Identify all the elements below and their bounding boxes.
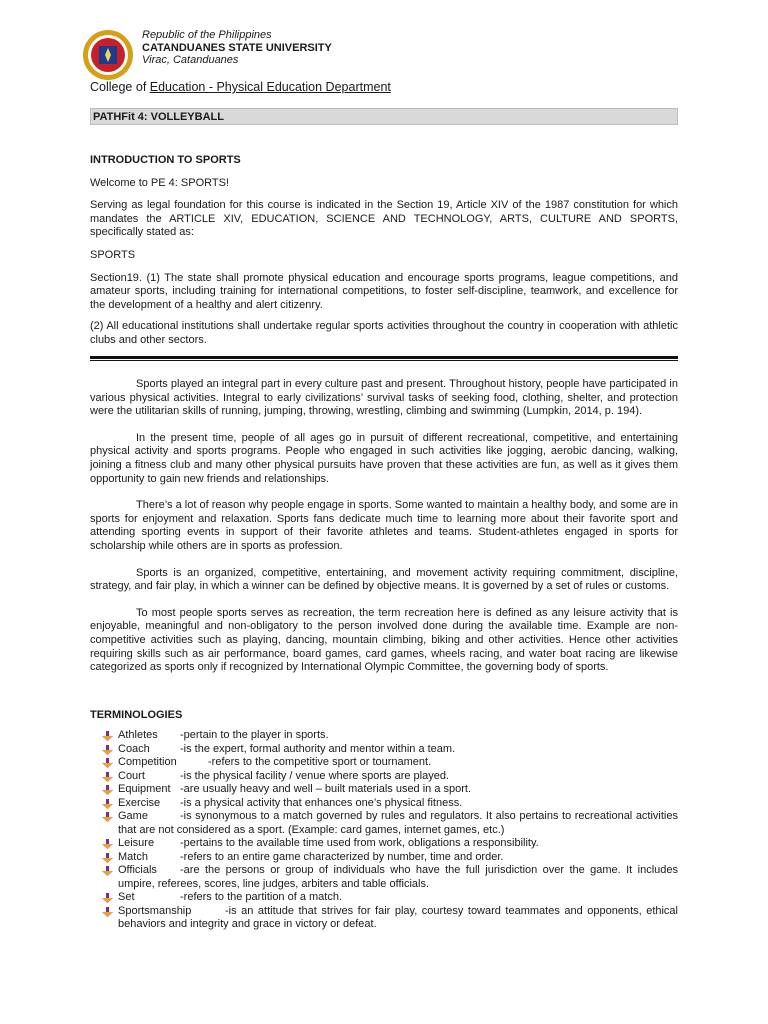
institution-header — [142, 29, 332, 67]
university-name: CATANDUANES STATE UNIVERSITY — [142, 41, 332, 54]
terminology-item — [102, 797, 678, 811]
paragraph: To most people sports serves as recreation, the term recreation here is defined as any leisure activity that is enjoyable, meaningful and non-obligatory to the person involved done during the available time. Example are non-competitive activities such as playing, dancing, mountain climbing, biking and other activities. Hence other activities requiring skills such as air performance, board games, card games, wheels racing, and water boat racing are likewise categorized as sports only if recognized by International Olympic Committee, the governing body of sports. — [90, 606, 678, 674]
term-definition: -pertain to the player in sports. — [180, 729, 329, 741]
section-two: (2) All educational institutions shall undertake regular sports activities throughout the country in cooperation with athletic clubs and other sectors. — [90, 320, 678, 346]
main-paragraphs — [90, 378, 678, 675]
divider-thin — [90, 360, 678, 361]
terminology-item — [102, 810, 678, 837]
term-name: Match — [118, 850, 148, 863]
college-line — [90, 80, 391, 94]
course-bar — [90, 108, 678, 125]
sports-label: SPORTS — [90, 248, 136, 261]
term-name: Exercise — [118, 796, 161, 809]
term-name: Court — [118, 769, 145, 782]
paragraph: Sports is an organized, competitive, entertaining, and movement activity requiring commitment, discipline, strategy, and fair play, in which a winner can be defined by objective means. It is governed by a set of rules or customs. — [90, 566, 678, 593]
term-definition: -refers to an entire game characterized by number, time and order. — [180, 850, 504, 863]
terminology-item — [102, 864, 678, 891]
terminology-item — [102, 756, 678, 770]
term-name: Game — [118, 810, 148, 822]
term-definition: -refers to the partition of a match. — [180, 891, 343, 903]
arrow-bullet-icon — [102, 785, 113, 795]
intro-section — [90, 154, 678, 348]
term-name: Sportsmanship — [118, 904, 192, 917]
term-name: Competition — [118, 756, 177, 768]
arrow-bullet-icon — [102, 812, 113, 822]
term-definition: -is the expert, formal authority and mentor within a team. — [180, 742, 456, 755]
arrow-bullet-icon — [102, 866, 113, 876]
term-definition: -is an attitude that strives for fair play, courtesy toward teammates and opponents, ethical behaviors and integrity and grace in victory or defeat. — [118, 904, 678, 930]
paragraph: There’s a lot of reason why people engage in sports. Some wanted to maintain a healthy body, and some are in sports for enjoyment and relaxation. Sports fans dedicate much time to learning more about their favorite sport and attending sporting events in support of their favorite athletes and teams. Student-athletes engaged in sports for scholarship while others are in sports as profession. — [90, 499, 678, 552]
term-definition: -pertains to the available time used from work, obligations a responsibility. — [180, 837, 539, 849]
college-prefix: College of — [90, 80, 150, 94]
term-definition: -are the persons or group of individuals who have the full jurisdiction over the game. It includes umpire, referees, scores, line judges, arbiters and table officials. — [118, 864, 678, 890]
terminology-item — [102, 891, 678, 905]
arrow-bullet-icon — [102, 799, 113, 809]
terminology-item — [102, 837, 678, 851]
term-name: Equipment — [118, 783, 171, 795]
arrow-bullet-icon — [102, 893, 113, 903]
section-one: Section19. (1) The state shall promote physical education and encourage sports programs, league competitions, and amateur sports, including training for international competitions, to foster self-discipline, teamwork, and excellence for the development of a healthy and alert citizenry. — [90, 271, 678, 311]
term-name: Leisure — [118, 837, 155, 849]
terminology-item — [102, 770, 678, 784]
term-name: Officials — [118, 864, 157, 876]
divider-thick — [90, 356, 678, 359]
term-definition: -are usually heavy and well – built materials used in a sport. — [180, 783, 472, 795]
term-definition: -is the physical facility / venue where sports are played. — [180, 769, 450, 782]
university-seal-icon — [82, 29, 134, 81]
term-definition: -is a physical activity that enhances one’s physical fitness. — [180, 796, 463, 809]
terminology-list — [102, 729, 678, 932]
welcome-text: Welcome to PE 4: SPORTS! — [90, 176, 229, 189]
arrow-bullet-icon — [102, 853, 113, 863]
terminology-item — [102, 743, 678, 757]
term-name: Athletes — [118, 729, 158, 741]
legal-text: Serving as legal foundation for this course is indicated in the Section 19, Article XIV of the 1987 constitution for which mandates the ARTICLE XIV, EDUCATION, SCIENCE AND TECHNOLOGY, ARTS, CULTURE AND SPORTS, specifically stated as: — [90, 199, 678, 239]
paragraph: Sports played an integral part in every culture past and present. Throughout history, people have participated in various physical activities. Integral to early civilizations’ survival tasks of seeking food, clothing, shelter, and protection were the utilitarian skills of running, jumping, throwing, wrestling, climbing and swimming (Lumpkin, 2014, p. 194). — [90, 378, 678, 418]
term-name: Coach — [118, 742, 150, 755]
term-name: Set — [118, 891, 135, 903]
term-definition: -is synonymous to a match governed by rules and regulators. It also pertains to recreational activities that are not considered as a sport. (Example: card games, internet games, etc.) — [118, 810, 678, 836]
terminology-item — [102, 905, 678, 932]
college-name: Education - Physical Education Department — [149, 80, 391, 94]
paragraph: In the present time, people of all ages go in pursuit of different recreational, competitive, and entertaining physical activity and sports programs. People who engaged in such activities like jogging, aerobic dancing, walking, joining a fitness club and many other physical pursuits have proven that these activities are fun, as well as it gives them opportunity to gain new friends and relationships. — [90, 431, 678, 485]
arrow-bullet-icon — [102, 907, 113, 917]
terminologies-heading: TERMINOLOGIES — [90, 709, 183, 721]
arrow-bullet-icon — [102, 745, 113, 755]
term-definition: -refers to the competitive sport or tournament. — [208, 756, 432, 768]
intro-heading: INTRODUCTION TO SPORTS — [90, 154, 241, 166]
arrow-bullet-icon — [102, 758, 113, 768]
arrow-bullet-icon — [102, 772, 113, 782]
arrow-bullet-icon — [102, 839, 113, 849]
terminology-item — [102, 783, 678, 797]
arrow-bullet-icon — [102, 731, 113, 741]
republic-line: Republic of the Philippines — [142, 29, 272, 41]
terminology-item — [102, 729, 678, 743]
terminologies-heading-wrap — [90, 709, 678, 723]
terminology-item — [102, 851, 678, 865]
course-title: PATHFit 4: VOLLEYBALL — [93, 111, 224, 123]
location-line: Virac, Catanduanes — [142, 54, 239, 66]
